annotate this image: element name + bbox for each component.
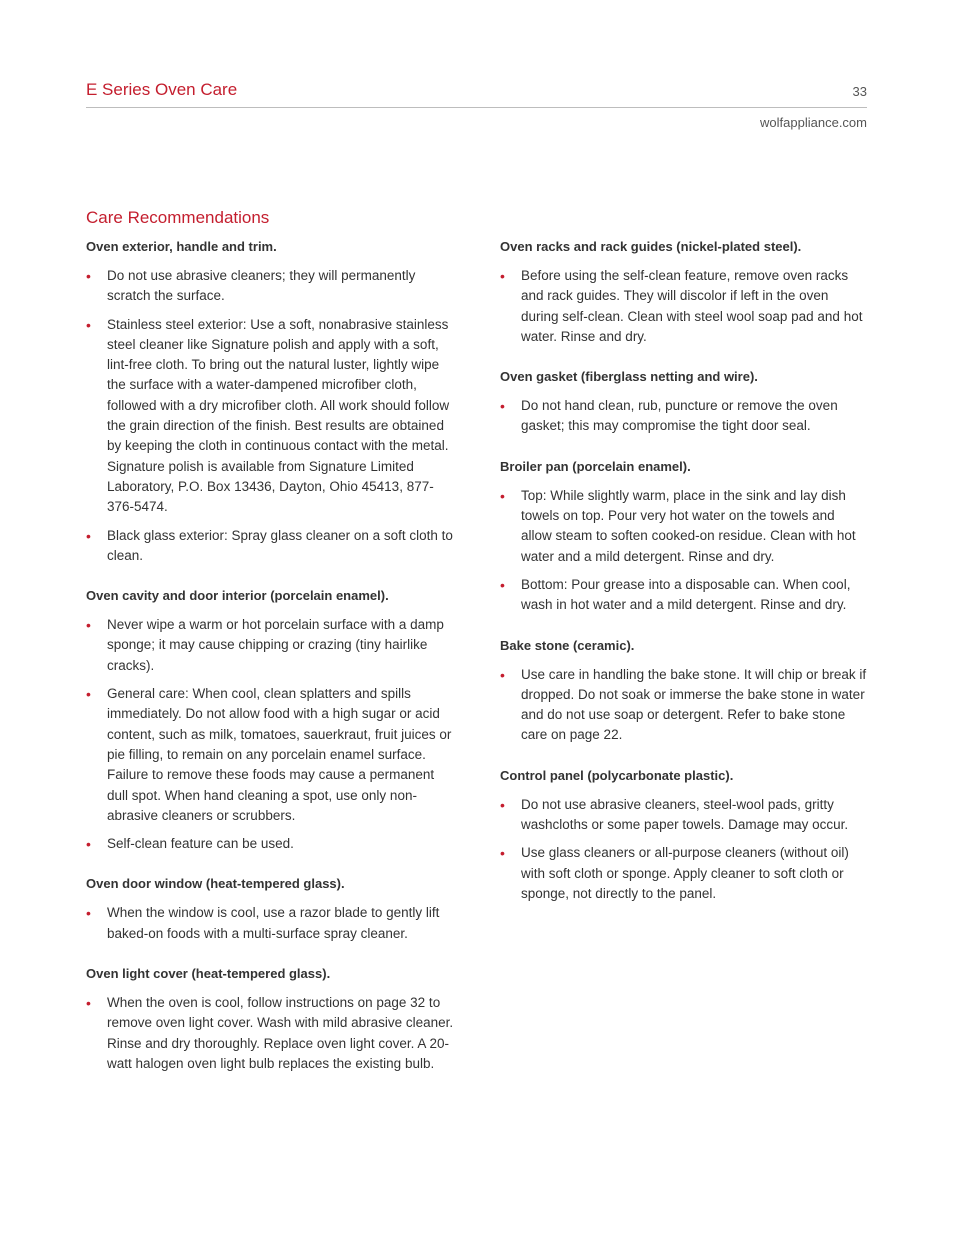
bullet-item — [86, 315, 454, 518]
bullet-text: Black glass exterior: Spray glass cleaner on a soft cloth to clean. — [107, 527, 453, 563]
bullet-list — [500, 266, 868, 347]
bullet-text: General care: When cool, clean splatters and spills immediately. Do not allow food with a high sugar or acid content, such as milk, tomatoes, sauerkraut, fruit juices or pie filling, to remain on any porcelain enamel surface. Failure to remove these foods may cause a permanent dull spot. When hand cleaning a spot, use only non-abrasive cleaners or scrubbers. — [107, 686, 452, 823]
bullet-text: When the oven is cool, follow instructions on page 32 to remove oven light cover. Wash with mild abrasive cleaner. Rinse and dry thoroughly. Replace oven light cover. A 20-watt halogen oven light bulb replaces the existing bulb. — [107, 995, 454, 1071]
bullet-list — [86, 615, 454, 854]
bullet-text: Use care in handling the bake stone. It will chip or break if dropped. Do not soak or immerse the bake stone in water and do not use soap or detergent. Refer to bake stone care on page 22. — [521, 666, 867, 743]
website-url: wolfappliance.com — [760, 115, 867, 130]
bullet-icon: • — [86, 995, 91, 1012]
bullet-item — [86, 526, 454, 567]
bullet-item — [500, 486, 868, 567]
bullet-icon: • — [86, 527, 91, 544]
block-heading: Control panel (polycarbonate plastic). — [500, 767, 734, 783]
bullet-item — [500, 843, 868, 904]
bullet-text: Before using the self-clean feature, remove oven racks and rack guides. They will discolor if left in the oven during self-clean. Clean with steel wool soap pad and hot water. Rinse and dry. — [521, 268, 863, 344]
bullet-text: Bottom: Pour grease into a disposable can. When cool, wash in hot water and a mild detergent. Rinse and dry. — [521, 576, 851, 613]
care-block — [500, 766, 868, 904]
right-column — [500, 237, 868, 924]
bullet-item — [500, 795, 868, 836]
bullet-text: Do not hand clean, rub, puncture or remove the oven gasket; this may compromise the tight door seal. — [521, 398, 838, 434]
care-block — [500, 636, 868, 746]
bullet-icon: • — [500, 796, 505, 813]
bullet-icon: • — [500, 576, 505, 593]
section-title: Care Recommendations — [86, 208, 270, 227]
bullet-list — [86, 993, 454, 1074]
bullet-item — [500, 575, 868, 616]
block-heading: Oven exterior, handle and trim. — [86, 239, 277, 254]
bullet-text: Do not use abrasive cleaners, steel-wool pads, gritty washcloths or some paper towels. Damage may occur. — [521, 796, 849, 833]
bullet-item — [500, 665, 868, 746]
bullet-text: Top: While slightly warm, place in the sink and lay dish towels on top. Pour very hot water on the towels and allow steam to soften cooked-on residue. Clean with hot water and a mild detergent. Rinse and dry. — [521, 487, 856, 564]
care-block — [500, 237, 868, 347]
bullet-icon: • — [86, 268, 91, 284]
page-number: 33 — [852, 84, 867, 99]
document-title: E Series Oven Care — [86, 80, 238, 99]
bullet-icon: • — [86, 617, 91, 634]
bullet-icon: • — [500, 666, 505, 683]
block-heading: Oven gasket (fiberglass netting and wire). — [500, 369, 758, 385]
care-block — [86, 237, 454, 566]
block-heading: Oven cavity and door interior (porcelain enamel). — [86, 588, 389, 604]
bullet-list — [86, 266, 454, 566]
header-divider — [86, 107, 867, 108]
bullet-icon: • — [86, 905, 91, 922]
bullet-list — [500, 795, 868, 904]
care-block — [500, 457, 868, 616]
block-heading: Bake stone (ceramic). — [500, 637, 635, 653]
bullet-icon: • — [500, 487, 505, 504]
bullet-list — [86, 903, 454, 944]
care-block — [86, 964, 454, 1074]
left-column — [86, 237, 454, 1094]
bullet-text: Never wipe a warm or hot porcelain surface with a damp sponge; it may cause chipping or crazing (tiny hairlike cracks). — [107, 617, 444, 673]
bullet-item — [86, 834, 454, 854]
bullet-item — [500, 396, 868, 437]
care-block — [86, 586, 454, 854]
block-heading: Oven light cover (heat-tempered glass). — [86, 966, 331, 982]
block-heading: Oven racks and rack guides (nickel-plated steel). — [500, 239, 802, 254]
block-heading: Broiler pan (porcelain enamel). — [500, 458, 691, 474]
bullet-icon: • — [500, 845, 505, 862]
care-block — [500, 367, 868, 437]
bullet-icon: • — [86, 686, 91, 703]
bullet-item — [86, 993, 454, 1074]
bullet-item — [500, 266, 868, 347]
care-block — [86, 874, 454, 944]
bullet-item — [86, 266, 454, 307]
bullet-list — [500, 665, 868, 746]
bullet-text: When the window is cool, use a razor blade to gently lift baked-on foods with a multi-surface spray cleaner. — [107, 905, 440, 941]
bullet-item — [86, 684, 454, 826]
block-heading: Oven door window (heat-tempered glass). — [86, 876, 345, 892]
bullet-icon: • — [86, 836, 91, 853]
bullet-icon: • — [500, 398, 505, 415]
bullet-icon: • — [86, 316, 91, 333]
bullet-item — [86, 903, 454, 944]
bullet-text: Self-clean feature can be used. — [107, 836, 294, 852]
bullet-text: Use glass cleaners or all-purpose cleaners (without oil) with soft cloth or sponge. Apply cleaner to soft cloth or sponge, not directly to the panel. — [521, 845, 849, 901]
bullet-text: Do not use abrasive cleaners; they will permanently scratch the surface. — [107, 268, 416, 304]
bullet-list — [500, 396, 868, 437]
bullet-text: Stainless steel exterior: Use a soft, nonabrasive stainless steel cleaner like Signature polish and apply with a soft, lint-free cloth. To bring out the natural luster, lightly wipe the surface with a water-dampened microfiber cloth, followed with a dry microfiber cloth. All work should follow the grain direction of the finish. Best results are obtained by keeping the cloth in continuous contact with the metal. Signature polish is available from Signature Limited Laboratory, P.O. Box 13436, Dayton, Ohio 45413, 877-376-5474. — [107, 316, 450, 515]
bullet-item — [86, 615, 454, 676]
bullet-list — [500, 486, 868, 616]
bullet-icon: • — [500, 268, 505, 284]
